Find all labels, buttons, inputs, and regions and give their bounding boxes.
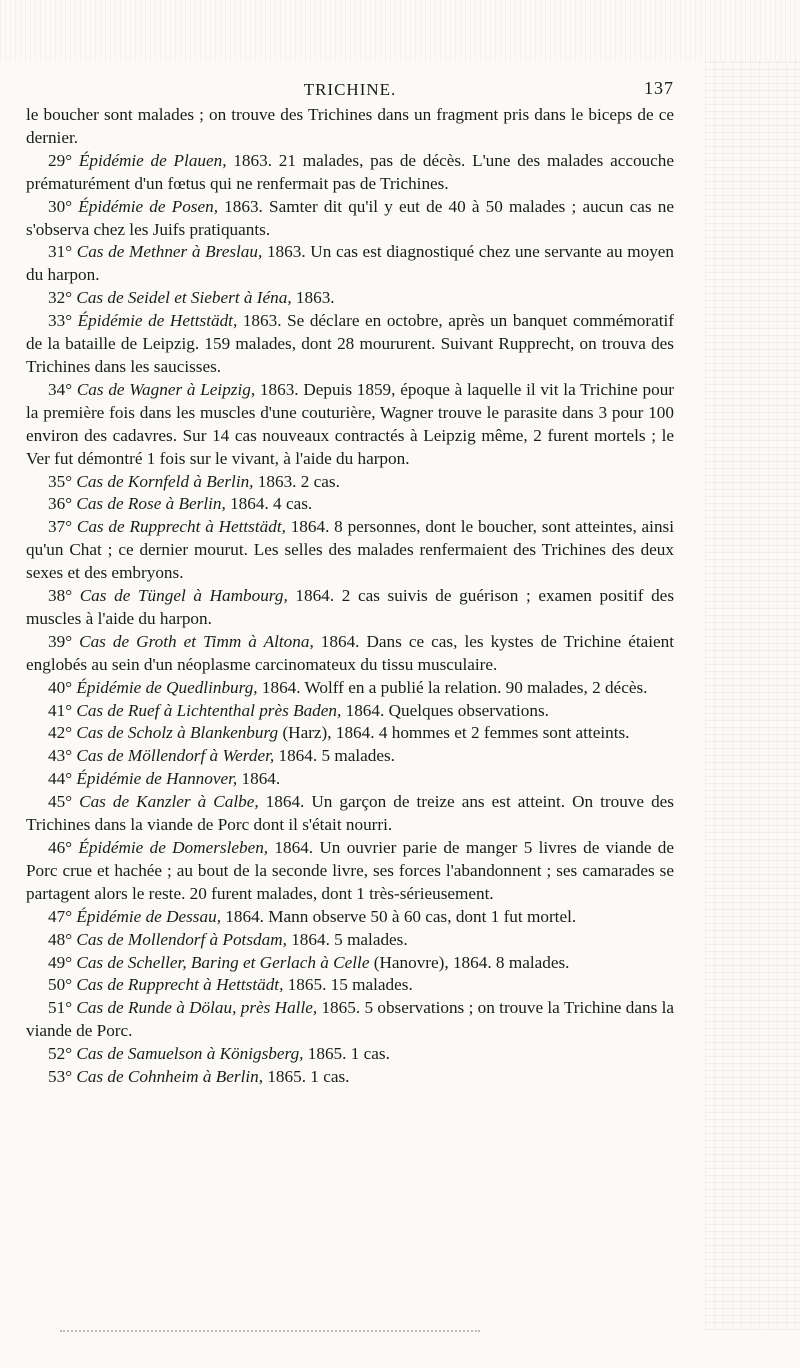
entry-heading: Épidémie de Hettstädt,: [77, 311, 238, 331]
case-entry: [26, 379, 674, 471]
case-entry: [26, 196, 674, 242]
entry-heading: Épidémie de Domersleben,: [78, 838, 269, 857]
case-entry: [26, 906, 674, 929]
case-entry: [26, 241, 674, 287]
entry-heading: Cas de Runde à Dölau, près Halle,: [76, 998, 318, 1018]
case-entry: [26, 1066, 674, 1089]
entry-heading: Cas de Cohnheim à Berlin,: [76, 1067, 264, 1087]
entry-number: 51°: [48, 998, 73, 1018]
entry-text: 1864.: [237, 769, 281, 789]
entry-number: 36°: [48, 494, 73, 514]
entry-number: 34°: [48, 379, 73, 399]
entry-text: 1865. 15 malades.: [283, 975, 413, 995]
entry-heading: Épidémie de Hannover,: [76, 769, 238, 789]
entry-number: 48°: [48, 929, 73, 949]
entry-number: 35°: [48, 471, 73, 491]
case-entry: [26, 585, 674, 631]
case-entry: [26, 310, 674, 379]
case-entry: [26, 631, 674, 677]
entry-text: 1865. 5 observations ; on trouve la Trichine dans la viande de Porc.: [26, 998, 674, 1041]
case-entry: [26, 768, 674, 791]
entry-number: 49°: [48, 952, 73, 972]
entry-number: 47°: [48, 906, 73, 926]
case-entry: [26, 471, 674, 494]
entry-text: 1863. Un cas est diagnostiqué chez une servante au moyen du harpon.: [26, 242, 675, 285]
case-entry: [26, 952, 674, 975]
entry-number: 40°: [48, 677, 73, 697]
case-entry: [26, 700, 674, 723]
case-entry: [26, 516, 674, 585]
entry-number: 44°: [48, 769, 73, 789]
case-entry: [26, 722, 674, 745]
entry-heading: Cas de Scholz à Blankenburg: [76, 723, 279, 743]
entry-number: 32°: [48, 288, 73, 308]
entry-heading: Épidémie de Dessau,: [76, 906, 221, 926]
entry-number: 43°: [48, 746, 73, 766]
entry-number: 42°: [48, 723, 73, 743]
entry-number: 39°: [48, 631, 73, 651]
scan-edge-top: [0, 0, 800, 62]
opening-paragraph: le boucher sont malades ; on trouve des Trichines dans un fragment pris dans le biceps de ce dernier.: [26, 105, 674, 147]
entry-heading: Cas de Kornfeld à Berlin,: [76, 471, 254, 491]
entry-text: 1863. Samter dit qu'il y eut de 40 à 50 malades ; aucun cas ne s'observa chez les Juifs pratiquants.: [26, 196, 675, 239]
entry-heading: Cas de Rupprecht à Hettstädt,: [76, 975, 284, 995]
entry-text: 1864. Dans ce cas, les kystes de Trichine étaient englobés au sein d'un néoplasme carcinomateux du tissu musculaire.: [26, 631, 675, 674]
entry-number: 50°: [48, 975, 73, 995]
entry-text: 1865. 1 cas.: [303, 1044, 390, 1064]
case-entry: [26, 677, 674, 700]
entry-text: 1864. 5 malades.: [274, 746, 395, 766]
entry-heading: Cas de Möllendorf à Werder,: [76, 746, 275, 766]
running-head: [26, 78, 674, 104]
case-entry: [26, 287, 674, 310]
case-entry: [26, 837, 674, 906]
entry-number: 30°: [48, 196, 73, 216]
entry-number: 33°: [48, 311, 73, 331]
case-entry: [26, 929, 674, 952]
entry-heading: Cas de Methner à Breslau,: [76, 242, 263, 262]
body-text: [26, 104, 674, 1089]
case-entry: [26, 997, 674, 1043]
case-entry: [26, 150, 674, 196]
entry-text: 1863. 21 malades, pas de décès. L'une des malades accouche prématurément d'un fœtus qui ne renfermait pas de Trichines.: [26, 150, 674, 193]
scan-edge-right: [705, 60, 800, 1330]
entry-text: 1865. 1 cas.: [263, 1067, 350, 1087]
entry-heading: Cas de Rose à Berlin,: [76, 494, 226, 514]
entry-text: 1864. Mann observe 50 à 60 cas, dont 1 fut mortel.: [221, 906, 577, 926]
entry-number: 38°: [48, 586, 73, 606]
entry-text: 1864. 5 malades.: [286, 929, 408, 949]
entry-text: (Hanovre), 1864. 8 malades.: [369, 952, 570, 972]
entry-number: 46°: [48, 838, 73, 857]
entry-heading: Cas de Mollendorf à Potsdam,: [76, 929, 287, 949]
entry-text: 1863. Depuis 1859, époque à laquelle il vit la Trichine pour la première fois dans les muscles d'une couturière, Wagner trouve le parasite dans 3 pour 100 environ des cadavres. Sur 14 cas nouveaux contractés à Leipzig même, 2 furent mortels ; le Ver fut démontré 1 fois sur le vivant, à l'aide du harpon.: [26, 379, 675, 468]
entry-text: (Harz), 1864. 4 hommes et 2 femmes sont atteints.: [278, 723, 630, 743]
entry-number: 41°: [48, 700, 73, 720]
case-entry: [26, 493, 674, 516]
entry-heading: Cas de Seidel et Siebert à Iéna,: [76, 288, 292, 308]
entry-number: 31°: [48, 242, 73, 262]
case-entry: [26, 974, 674, 997]
entry-heading: Cas de Groth et Timm à Altona,: [79, 631, 314, 651]
entry-text: 1863. Se déclare en octobre, après un banquet commémoratif de la bataille de Leipzig. 159 malades, dont 28 moururent. Suivant Rupprecht, on trouva des Trichines dans les saucisses.: [26, 311, 675, 376]
entry-text: 1864. Wolff en a publié la relation. 90 malades, 2 décès.: [257, 677, 648, 697]
entry-heading: Cas de Samuelson à Königsberg,: [76, 1044, 304, 1064]
entry-heading: Cas de Tüngel à Hambourg,: [79, 586, 288, 606]
entry-text: 1864. Quelques observations.: [341, 700, 549, 720]
entry-number: 37°: [48, 517, 73, 537]
running-title: TRICHINE.: [303, 80, 397, 99]
entry-heading: Cas de Kanzler à Calbe,: [79, 792, 259, 812]
book-page: [26, 78, 674, 1089]
case-entry: [26, 791, 674, 837]
scan-edge-bottom: [60, 1330, 480, 1336]
entry-text: 1864. Un ouvrier parie de manger 5 livres de viande de Porc crue et hachée ; au bout de la seconde livre, ses forces l'abandonnent ; ses camarades se partagent alors le reste. 20 furent malades, dont 1 très-sérieusement.: [26, 838, 675, 903]
entry-heading: Épidémie de Plauen,: [78, 150, 227, 170]
entry-text: 1864. 4 cas.: [225, 494, 313, 514]
case-entry: [26, 1043, 674, 1066]
page-number: 137: [644, 78, 674, 98]
entry-heading: Cas de Ruef à Lichtenthal près Baden,: [76, 700, 342, 720]
entry-heading: Épidémie de Posen,: [78, 196, 219, 216]
entry-number: 29°: [48, 150, 73, 170]
entry-text: 1864. 8 personnes, dont le boucher, sont atteintes, ainsi qu'un Chat ; ce dernier mourut. Les selles des malades renfermaient des Trichines des deux sexes et des embryons.: [26, 517, 674, 583]
entry-heading: Cas de Scheller, Baring et Gerlach à Celle: [76, 952, 370, 972]
entry-heading: Épidémie de Quedlinburg,: [76, 677, 258, 697]
case-entry: [26, 745, 674, 768]
entry-text: 1864. 2 cas suivis de guérison ; examen positif des muscles à l'aide du harpon.: [26, 586, 675, 628]
entry-heading: Cas de Wagner à Leipzig,: [76, 379, 256, 399]
entry-text: 1864. Un garçon de treize ans est atteint. On trouve des Trichines dans la viande de Porc dont il s'était nourri.: [26, 792, 674, 835]
entry-number: 52°: [48, 1044, 73, 1064]
entry-number: 45°: [48, 792, 73, 812]
entry-text: 1863. 2 cas.: [253, 471, 340, 491]
entry-text: 1863.: [291, 288, 335, 308]
entry-number: 53°: [48, 1067, 73, 1087]
entry-heading: Cas de Rupprecht à Hettstädt,: [76, 517, 286, 537]
